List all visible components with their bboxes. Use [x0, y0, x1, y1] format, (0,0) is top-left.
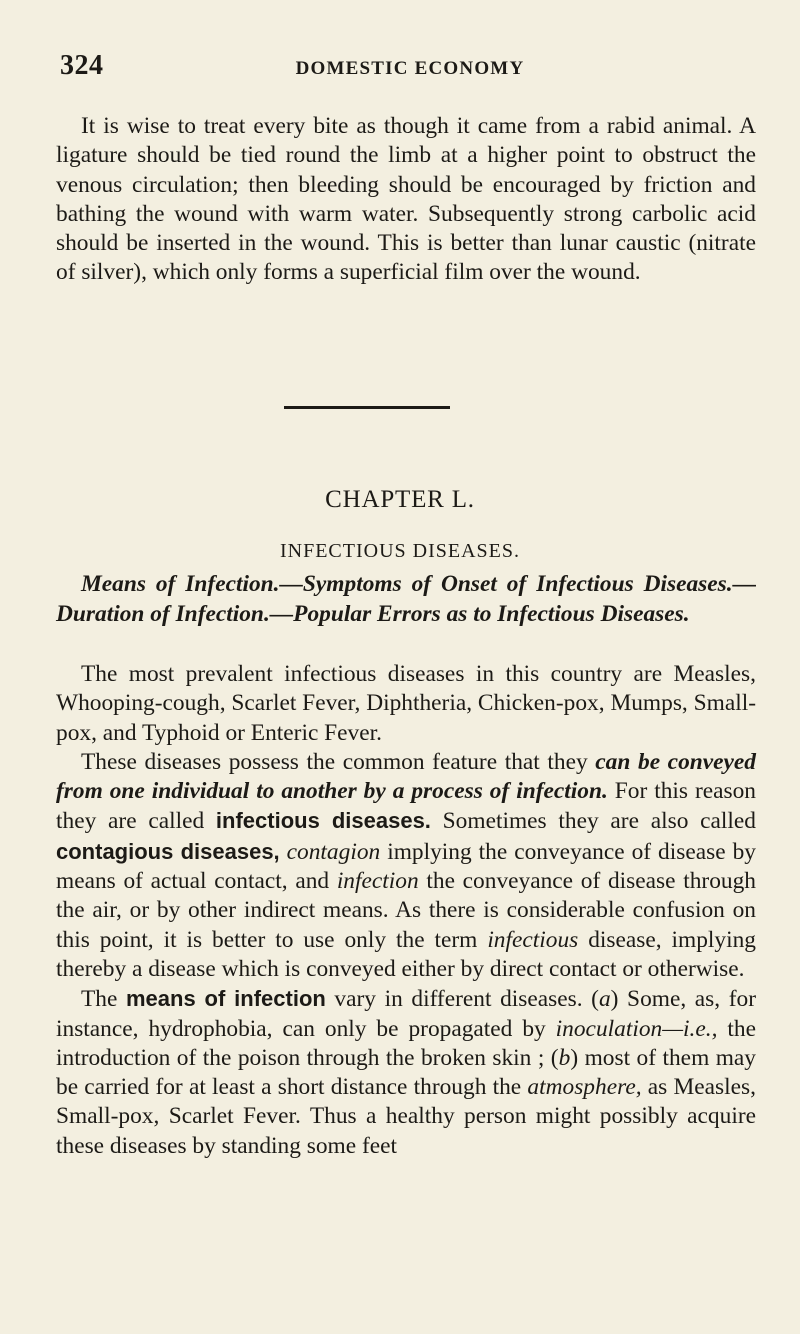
text-run: disease, implying thereby a disease which is conveyed either by direct contact or otherwise. [56, 926, 756, 982]
bold-term: means of infection [125, 986, 326, 1012]
section-divider [284, 406, 450, 409]
text-run [280, 839, 287, 865]
list-marker: b [558, 1044, 571, 1071]
paragraph-means-of-infection [56, 984, 756, 1161]
bold-term: infectious diseases. [215, 808, 431, 834]
chapter-title: CHAPTER L. [325, 486, 475, 513]
list-marker: a [598, 986, 611, 1013]
chapter-body [56, 660, 756, 1161]
text-run: For this reason they are called [56, 778, 756, 835]
chapter-subtitle: INFECTIOUS DISEASES. [279, 540, 521, 562]
emphasis-text: can be conveyed from one individual to another by a process of infection. [56, 748, 756, 805]
text-run: The [81, 986, 126, 1013]
text-run: Sometimes they are also called [430, 808, 756, 835]
text-run: implying the conveyance of disease by means of actual contact, and [56, 838, 756, 895]
paragraph-diseases-list: The most prevalent infectious diseases in this country are Measles, Whooping-cough, Scarlet Fever, Diphtheria, Chicken-pox, Mumps, Small-pox, and Typhoid or Enteric Fever. [56, 661, 756, 746]
page-header [60, 50, 760, 90]
text-run: as Measles, Small-pox, Scarlet Fever. Thus a healthy person might possibly acquire these diseases by standing some feet [56, 1074, 756, 1159]
text-run: the introduction of the poison through the broken skin ; ( [56, 1015, 756, 1071]
running-head: DOMESTIC ECONOMY [295, 58, 525, 79]
page-number: 324 [60, 50, 104, 81]
intro-section [56, 112, 756, 288]
intro-paragraph: It is wise to treat every bite as though it came from a rabid animal. A ligature should be tied round the limb at a higher point to obstruct the venous circulation; then bleeding should be encouraged by friction and bathing the wound with warm water. Subsequently strong carbolic acid should be inserted in the wound. This is better than lunar caustic (nitrate of silver), which only forms a superficial film over the wound. [56, 113, 756, 286]
text-run: vary in different diseases. ( [325, 986, 599, 1013]
italic-term: infectious [487, 926, 579, 953]
italic-term: inoculation—i.e., [555, 1015, 718, 1042]
bold-term: contagious diseases, [56, 838, 280, 864]
chapter-contents: Means of Infection.—Symptoms of Onset of Infectious Diseases.—Duration of Infection.—Popular Errors as to Infectious Diseases. [56, 571, 756, 627]
text-run: These diseases possess the common feature that they [81, 748, 596, 775]
paragraph-infectious-definition [56, 748, 756, 984]
italic-term: infection [336, 868, 419, 895]
text-run: ) Some, as, for instance, hydrophobia, can only be propagated by [56, 986, 756, 1042]
text-run: the conveyance of disease through the air, or by other indirect means. As there is considerable confusion on this point, it is better to use only the term [56, 868, 756, 953]
italic-term: contagion [286, 838, 381, 865]
text-run: ) most of them may be carried for at least a short distance through the [56, 1044, 757, 1101]
italic-term: atmosphere, [527, 1074, 642, 1101]
